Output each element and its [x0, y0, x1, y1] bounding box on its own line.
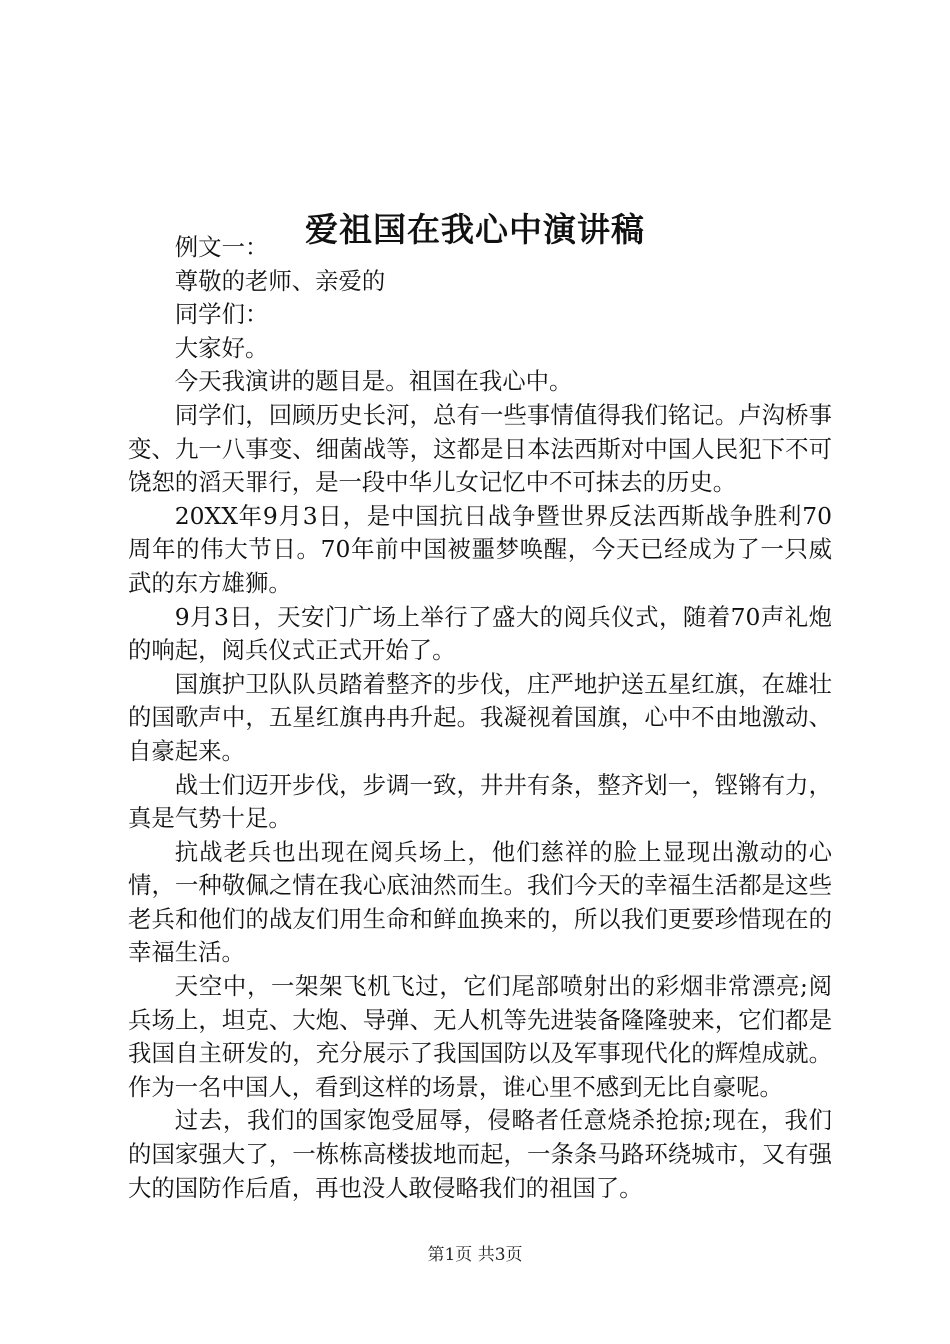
paragraph-parade-start: 9月3日，天安门广场上举行了盛大的阅兵仪式，随着70声礼炮的响起，阅兵仪式正式开始了。 — [128, 602, 832, 665]
paragraph-topic: 今天我演讲的题目是。祖国在我心中。 — [174, 367, 573, 396]
paragraph-flag-guard: 国旗护卫队队员踏着整齐的步伐，庄严地护送五星红旗，在雄壮的国歌声中，五星红旗冉冉升起。我凝视着国旗，心中不由地激动、自豪起来。 — [128, 669, 832, 765]
paragraph-salutation: 尊敬的老师、亲爱的 — [174, 266, 386, 295]
paragraph-veterans: 抗战老兵也出现在阅兵场上，他们慈祥的脸上显现出激动的心情，一种敬佩之情在我心底油然而生。我们今天的幸福生活都是这些老兵和他们的战友们用生命和鲜血换来的，所以我们更要珍惜现在的幸福生活。 — [128, 837, 832, 967]
paragraph-history: 同学们，回顾历史长河，总有一些事情值得我们铭记。卢沟桥事变、九一八事变、细菌战等，这都是日本法西斯对中国人民犯下不可饶恕的滔天罪行，是一段中华儿女记忆中不可抹去的历史。 — [128, 400, 832, 497]
paragraph-anniversary: 20XX年9月3日，是中国抗日战争暨世界反法西斯战争胜利70周年的伟大节日。70年前中国被噩梦唤醒，今天已经成为了一只威武的东方雄狮。 — [128, 501, 832, 597]
document-body — [128, 231, 832, 1205]
paragraph-soldiers: 战士们迈开步伐，步调一致，井井有条，整齐划一，铿锵有力，真是气势十足。 — [128, 770, 832, 833]
paragraph-hello: 大家好。 — [174, 333, 269, 362]
document-title: 爱祖国在我心中演讲稿 — [305, 210, 645, 250]
paragraph-past-present: 过去，我们的国家饱受屈辱，侵略者任意烧杀抢掠;现在，我们的国家强大了，一栋栋高楼拔地而起，一条条马路环绕城市，又有强大的国防作后盾，再也没人敢侵略我们的祖国了。 — [128, 1106, 832, 1202]
paragraph-equipment: 天空中，一架架飞机飞过，它们尾部喷射出的彩烟非常漂亮;阅兵场上，坦克、大炮、导弹、无人机等先进装备隆隆驶来，它们都是我国自主研发的，充分展示了我国国防以及军事现代化的辉煌成就。作为一名中国人，看到这样的场景，谁心里不感到无比自豪呢。 — [128, 972, 832, 1101]
page-number-footer: 第1页 共3页 — [427, 1245, 523, 1265]
paragraph-greeting-label: 例文一： — [174, 233, 269, 261]
paragraph-salutation-cont: 同学们： — [174, 300, 269, 329]
